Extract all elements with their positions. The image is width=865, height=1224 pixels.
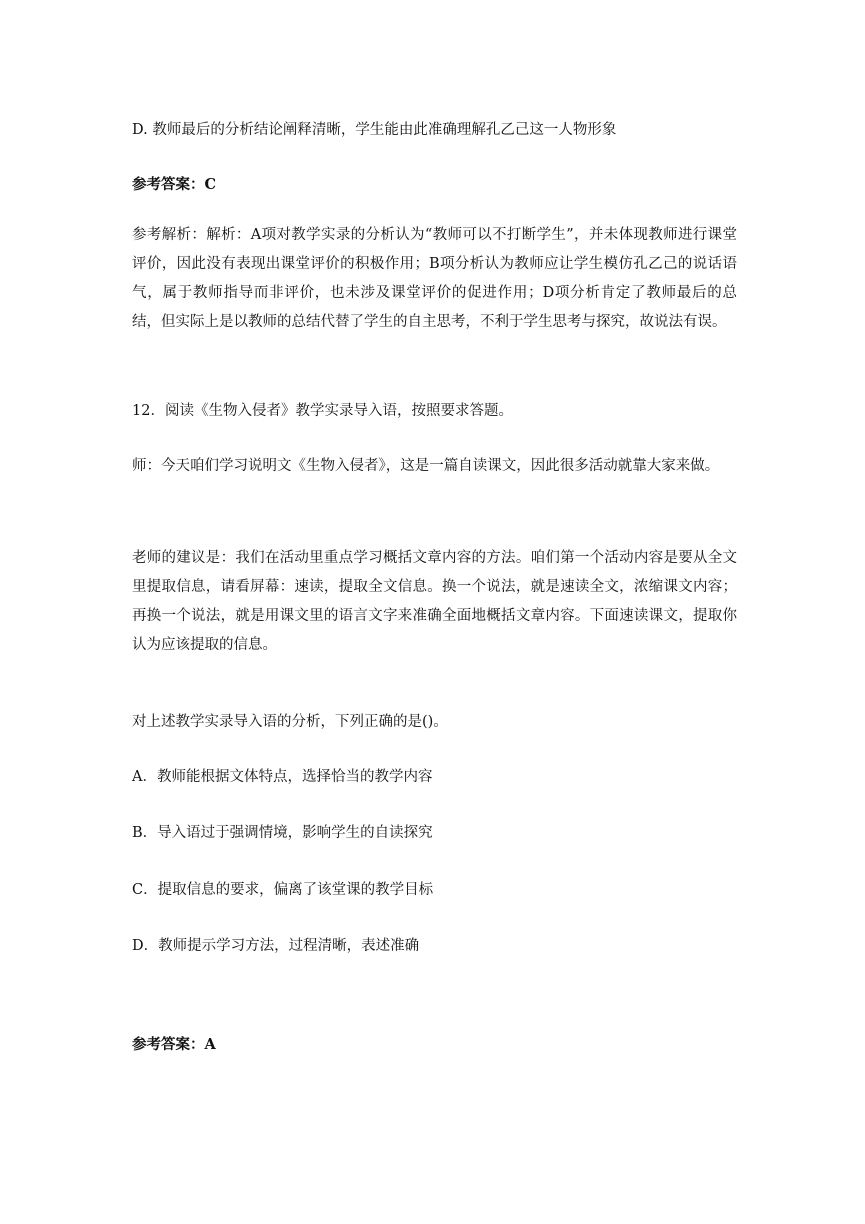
q11-option-d: D. 教师最后的分析结论阐释清晰，学生能由此准确理解孔乙己这一人物形象 bbox=[132, 122, 617, 138]
q11-answer: 参考答案：C bbox=[132, 176, 217, 193]
q12-option-c: C．提取信息的要求，偏离了该堂课的教学目标 bbox=[132, 882, 434, 898]
q11-analysis: 参考解析：解析：A项对教学实录的分析认为“教师可以不打断学生”，并未体现教师进行课堂评价，因此没有表现出课堂评价的积极作用；B项分析认为教师应让学生模仿孔乙己的说话语气，属于教师指导而非评价，也未涉及课堂评价的促进作用；D项分析肯定了教师最后的总结，但实际上是以教师的总结代替了学生的自主思考，不利于学生思考与探究，故说法有误。 bbox=[132, 227, 737, 330]
q12-option-b: B．导入语过于强调情境，影响学生的自读探究 bbox=[132, 825, 433, 841]
q12-option-a: A．教师能根据文体特点，选择恰当的教学内容 bbox=[132, 769, 433, 785]
q12-option-d: D．教师提示学习方法，过程清晰，表述准确 bbox=[132, 938, 420, 954]
q12-answer: 参考答案：A bbox=[132, 1036, 216, 1053]
q12-question: 对上述教学实录导入语的分析，下列正确的是()。 bbox=[132, 714, 448, 730]
q12-title: 12．阅读《生物入侵者》教学实录导入语，按照要求答题。 bbox=[132, 403, 513, 419]
document-page bbox=[132, 0, 737, 1224]
q12-teacher-advice: 老师的建议是：我们在活动里重点学习概括文章内容的方法。咱们第一个活动内容是要从全文里提取信息，请看屏幕：速读，提取全文信息。换一个说法，就是速读全文，浓缩课文内容；再换一个说法，就是用课文里的语言文字来准确全面地概括文章内容。下面速读课文，提取你认为应该提取的信息。 bbox=[132, 550, 737, 653]
q12-teacher-intro: 师：今天咱们学习说明文《生物入侵者》，这是一篇自读课文，因此很多活动就靠大家来做。 bbox=[132, 458, 720, 474]
